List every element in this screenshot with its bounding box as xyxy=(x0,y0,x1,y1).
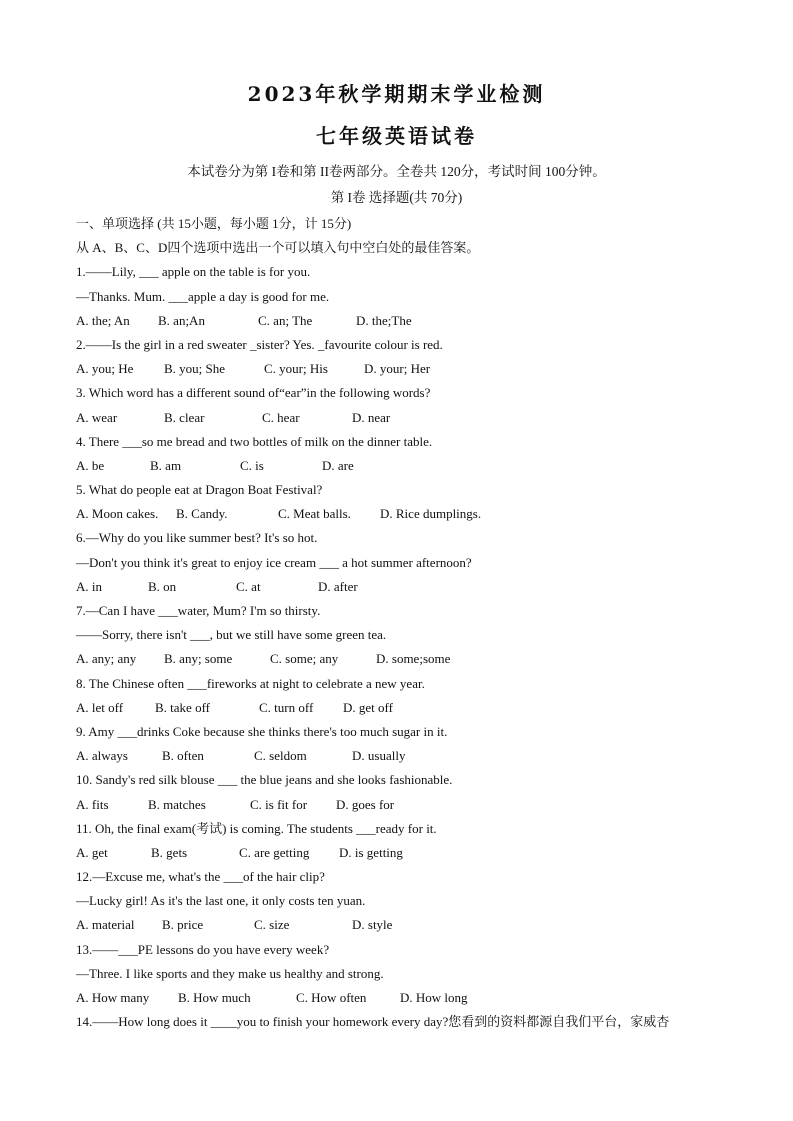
answer-option-a: A. fits xyxy=(76,796,109,812)
answer-option-c: C. seldom xyxy=(254,748,307,764)
answer-option-b: B. on xyxy=(148,578,177,594)
question-stem: 8. The Chinese often ___fireworks at night to celebrate a new year. xyxy=(76,675,425,691)
answer-option-c: C. size xyxy=(254,917,290,933)
answer-option-b: B. you; She xyxy=(164,361,226,377)
answer-option-d: D. after xyxy=(318,578,358,594)
question-stem: 14.——How long does it ____you to finish your homework every day?您看到的资料都源自我们平台，家威杏 xyxy=(76,1014,670,1030)
answer-option-c: C. is fit for xyxy=(250,796,308,812)
answer-option-c: C. some; any xyxy=(270,651,339,667)
answer-option-c: C. is xyxy=(240,457,264,473)
options-row xyxy=(76,841,736,865)
options-row xyxy=(76,454,736,478)
answer-option-d: D. is getting xyxy=(339,844,403,860)
answer-option-a: A. wear xyxy=(76,409,118,425)
answer-option-d: D. are xyxy=(322,457,354,473)
answer-option-c: C. Meat balls. xyxy=(278,506,351,522)
question-stem: 11. Oh, the final exam(考试) is coming. The students ___ready for it. xyxy=(76,820,437,836)
answer-option-c: C. turn off xyxy=(259,699,314,715)
part-heading: 第 I卷 选择题(共 70分) xyxy=(330,190,463,205)
answer-option-c: C. your; His xyxy=(264,361,328,377)
options-row xyxy=(76,309,736,333)
question-stem: 12.—Excuse me, what's the ___of the hair clip? xyxy=(76,869,325,885)
question-dialogue-line: —Lucky girl! As it's the last one, it only costs ten yuan. xyxy=(76,893,366,909)
options-row xyxy=(76,647,736,671)
answer-option-a: A. material xyxy=(76,917,135,933)
options-row xyxy=(76,502,736,526)
answer-option-d: D. your; Her xyxy=(364,361,431,377)
answer-option-b: B. Candy. xyxy=(176,506,228,522)
answer-option-d: D. the;The xyxy=(356,312,412,328)
answer-option-b: B. matches xyxy=(148,796,206,812)
question-stem: 7.—Can I have ___water, Mum? I'm so thirsty. xyxy=(76,603,321,618)
answer-option-b: B. am xyxy=(150,457,182,473)
options-row xyxy=(76,696,736,720)
answer-option-c: C. at xyxy=(236,578,261,594)
answer-option-a: A. you; He xyxy=(76,361,134,377)
answer-option-d: D. usually xyxy=(352,748,406,764)
question-dialogue-line: —Don't you think it's great to enjoy ice cream ___ a hot summer afternoon? xyxy=(76,554,472,570)
options-row xyxy=(76,986,736,1010)
question-stem: 6.—Why do you like summer best? It's so hot. xyxy=(76,530,318,546)
options-row xyxy=(76,575,736,599)
answer-option-c: C. hear xyxy=(262,409,300,425)
answer-option-b: B. often xyxy=(162,748,204,764)
question-dialogue-line: —Three. I like sports and they make us healthy and strong. xyxy=(76,965,384,981)
answer-option-a: A. Moon cakes. xyxy=(76,506,159,522)
question-dialogue-line: —Thanks. Mum. ___apple a day is good for me. xyxy=(76,288,330,304)
answer-option-b: B. take off xyxy=(155,699,210,715)
answer-option-b: B. gets xyxy=(151,844,188,860)
answer-option-b: B. an;An xyxy=(158,312,205,328)
options-row xyxy=(76,793,736,817)
answer-option-b: B. clear xyxy=(164,409,205,425)
answer-option-b: B. price xyxy=(162,917,204,933)
question-stem: 9. Amy ___drinks Coke because she thinks there's too much sugar in it. xyxy=(76,723,448,739)
question-stem: 2.——Is the girl in a red sweater _sister? Yes. _favourite colour is red. xyxy=(76,336,443,352)
options-row xyxy=(76,406,736,430)
answer-option-c: C. How often xyxy=(296,990,367,1005)
answer-option-b: B. How much xyxy=(178,990,251,1005)
answer-option-a: A. the; An xyxy=(76,312,130,328)
answer-option-d: D. goes for xyxy=(336,796,395,812)
answer-option-c: C. are getting xyxy=(239,844,310,860)
answer-option-b: B. any; some xyxy=(164,651,233,667)
options-row xyxy=(76,744,736,768)
section-instruction: 从 A、B、C、D四个选项中选出一个可以填入句中空白处的最佳答案。 xyxy=(76,240,480,256)
answer-option-d: D. near xyxy=(352,409,391,425)
question-list xyxy=(76,212,736,1034)
answer-option-d: D. How long xyxy=(400,990,468,1005)
question-stem: 3. Which word has a different sound of“ear”in the following words? xyxy=(76,385,431,401)
answer-option-a: A. let off xyxy=(76,699,124,715)
section-heading: 一、单项选择 (共 15小题，每小题 1分，计 15分) xyxy=(76,216,352,231)
answer-option-a: A. get xyxy=(76,844,108,860)
exam-intro: 本试卷分为第 I卷和第 II卷两部分。全卷共 120分，考试时间 100分钟。 xyxy=(187,164,606,179)
answer-option-d: D. style xyxy=(352,917,393,933)
question-stem: 4. There ___so me bread and two bottles of milk on the dinner table. xyxy=(76,433,433,449)
answer-option-c: C. an; The xyxy=(258,312,313,328)
options-row xyxy=(76,913,736,937)
question-stem: 1.——Lily, ___ apple on the table is for you. xyxy=(76,264,311,280)
question-stem: 5. What do people eat at Dragon Boat Festival? xyxy=(76,482,323,498)
answer-option-a: A. in xyxy=(76,578,102,594)
answer-option-a: A. always xyxy=(76,748,128,764)
answer-option-a: A. any; any xyxy=(76,651,137,667)
question-dialogue-line: ——Sorry, there isn't ___, but we still have some green tea. xyxy=(76,627,387,643)
exam-title: 2023年秋学期期末学业检测 xyxy=(247,82,546,106)
question-stem: 10. Sandy's red silk blouse ___ the blue jeans and she looks fashionable. xyxy=(76,772,453,788)
options-row xyxy=(76,357,736,381)
answer-option-a: A. How many xyxy=(76,990,150,1005)
answer-option-a: A. be xyxy=(76,457,105,473)
question-stem: 13.——___PE lessons do you have every week? xyxy=(76,941,330,957)
exam-subtitle: 七年级英语试卷 xyxy=(316,124,477,148)
answer-option-d: D. get off xyxy=(343,699,393,715)
answer-option-d: D. Rice dumplings. xyxy=(380,506,482,522)
answer-option-d: D. some;some xyxy=(376,651,451,667)
